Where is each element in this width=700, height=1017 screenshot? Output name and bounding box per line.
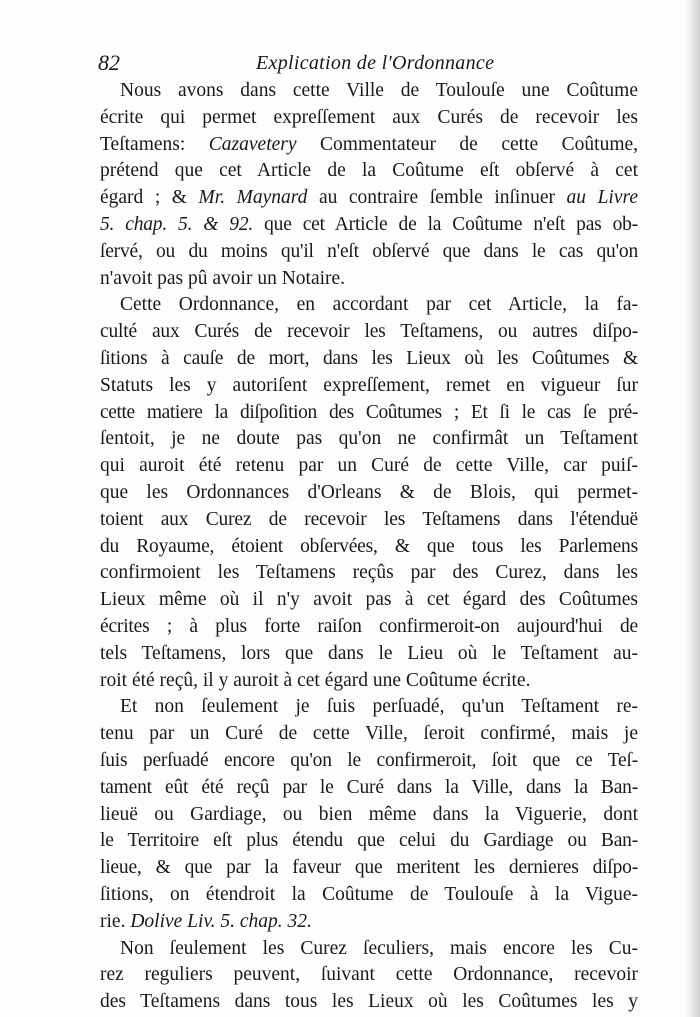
text-line: Nous avons dans cette Ville de Toulouſe une Coûtume — [120, 80, 638, 101]
text-line: roit été reçû, il y auroit à cet égard une Coûtume écrite. — [100, 669, 531, 691]
text-line: ſitions, on étendroit la Coûtume de Toulouſe à la Vigue- — [100, 883, 638, 905]
text-line: confirmoient les Teſtamens reçûs par des Curez, dans les — [100, 562, 638, 584]
running-title: Explication de l'Ordonnance — [256, 52, 495, 74]
text-line: écrites ; à plus forte raiſon confirmeroit-on aujourd'hui de — [100, 615, 638, 637]
text-line: lieue, & que par la faveur que meritent les dernieres diſpo- — [100, 857, 638, 879]
text-line: lieuë ou Gardiage, ou bien même dans la Viguerie, dont — [100, 803, 638, 825]
text-line: ſentoit, je ne doute pas qu'on ne confirmât un Teſtament — [100, 428, 638, 450]
text-line: 5. chap. 5. & 92. que cet Article de la Coûtume n'eſt pas ob- — [100, 213, 638, 235]
text-line: tels Teſtamens, lors que dans le Lieu où le Teſtament au- — [100, 642, 638, 664]
text-line: Statuts les y autoriſent expreſſement, remet en vigueur ſur — [100, 374, 638, 396]
text-line: ſitions à cauſe de mort, dans les Lieux où les Coûtumes & — [100, 347, 638, 369]
text-line: toient aux Curez de recevoir les Teſtamens dans l'étenduë — [100, 508, 638, 530]
page-number: 82 — [98, 50, 120, 75]
page-edge-shadow — [686, 0, 700, 1017]
text-line: que les Ordonnances d'Orleans & de Blois, qui permet- — [100, 481, 638, 503]
text-line: Et non ſeulement je ſuis perſuadé, qu'un Teſtament re- — [120, 696, 638, 718]
text-line: n'avoit pas pû avoir un Notaire. — [100, 267, 346, 289]
text-line: écrite qui permet expreſſement aux Curés de recevoir les — [100, 106, 638, 128]
text-line: Non ſeulement les Curez ſeculiers, mais encore les Cu- — [120, 937, 638, 959]
body-text — [100, 78, 638, 1016]
text-line: qui auroit été retenu par un Curé de cette Ville, car puiſ- — [100, 455, 638, 477]
text-line: ſervé, ou du moins qu'il n'eſt obſervé que dans le cas qu'on — [100, 240, 638, 262]
text-line: Cette Ordonnance, en accordant par cet Article, la fa- — [120, 294, 638, 316]
text-line: le Territoire eſt plus étendu que celui du Gardiage ou Ban- — [100, 830, 638, 852]
text-line: du Royaume, étoient obſervées, & que tous les Parlemens — [100, 535, 638, 557]
text-line: rez reguliers peuvent, ſuivant cette Ordonnance, recevoir — [100, 964, 638, 986]
text-line: des Teſtamens dans tous les Lieux où les Coûtumes les y — [100, 991, 638, 1013]
text-line: cette matiere la diſpoſition des Coûtumes ; Et ſi le cas ſe pré- — [100, 401, 638, 423]
text-line: Lieux même où il n'y avoit pas à cet égard des Coûtumes — [100, 589, 638, 611]
citation-cazavetery: Cazavetery — [208, 133, 297, 155]
text-line: Teſtamens: Cazavetery Commentateur de cette Coûtume, — [100, 133, 638, 155]
citation-dolive: Dolive Liv. 5. chap. 32. — [130, 910, 312, 932]
text-line: tenu par un Curé de cette Ville, ſeroit confirmé, mais je — [100, 723, 638, 745]
text-line: égard ; & Mr. Maynard au contraire ſemble inſinuer au Livre — [100, 187, 638, 209]
citation-maynard: Mr. Maynard — [198, 187, 308, 209]
page-header — [98, 50, 598, 78]
text-line: prétend que cet Article de la Coûtume eſt obſervé à cet — [100, 160, 638, 182]
text-line: ſuis perſuadé encore qu'on le confirmeroit, ſoit que ce Teſ- — [100, 749, 638, 771]
text-line: tament eût été reçû par le Curé dans la Ville, dans la Ban- — [100, 776, 638, 798]
text-line: culté aux Curés de recevoir les Teſtamens, ou autres diſpo- — [100, 321, 638, 343]
text-line: rie. Dolive Liv. 5. chap. 32. — [100, 910, 312, 932]
